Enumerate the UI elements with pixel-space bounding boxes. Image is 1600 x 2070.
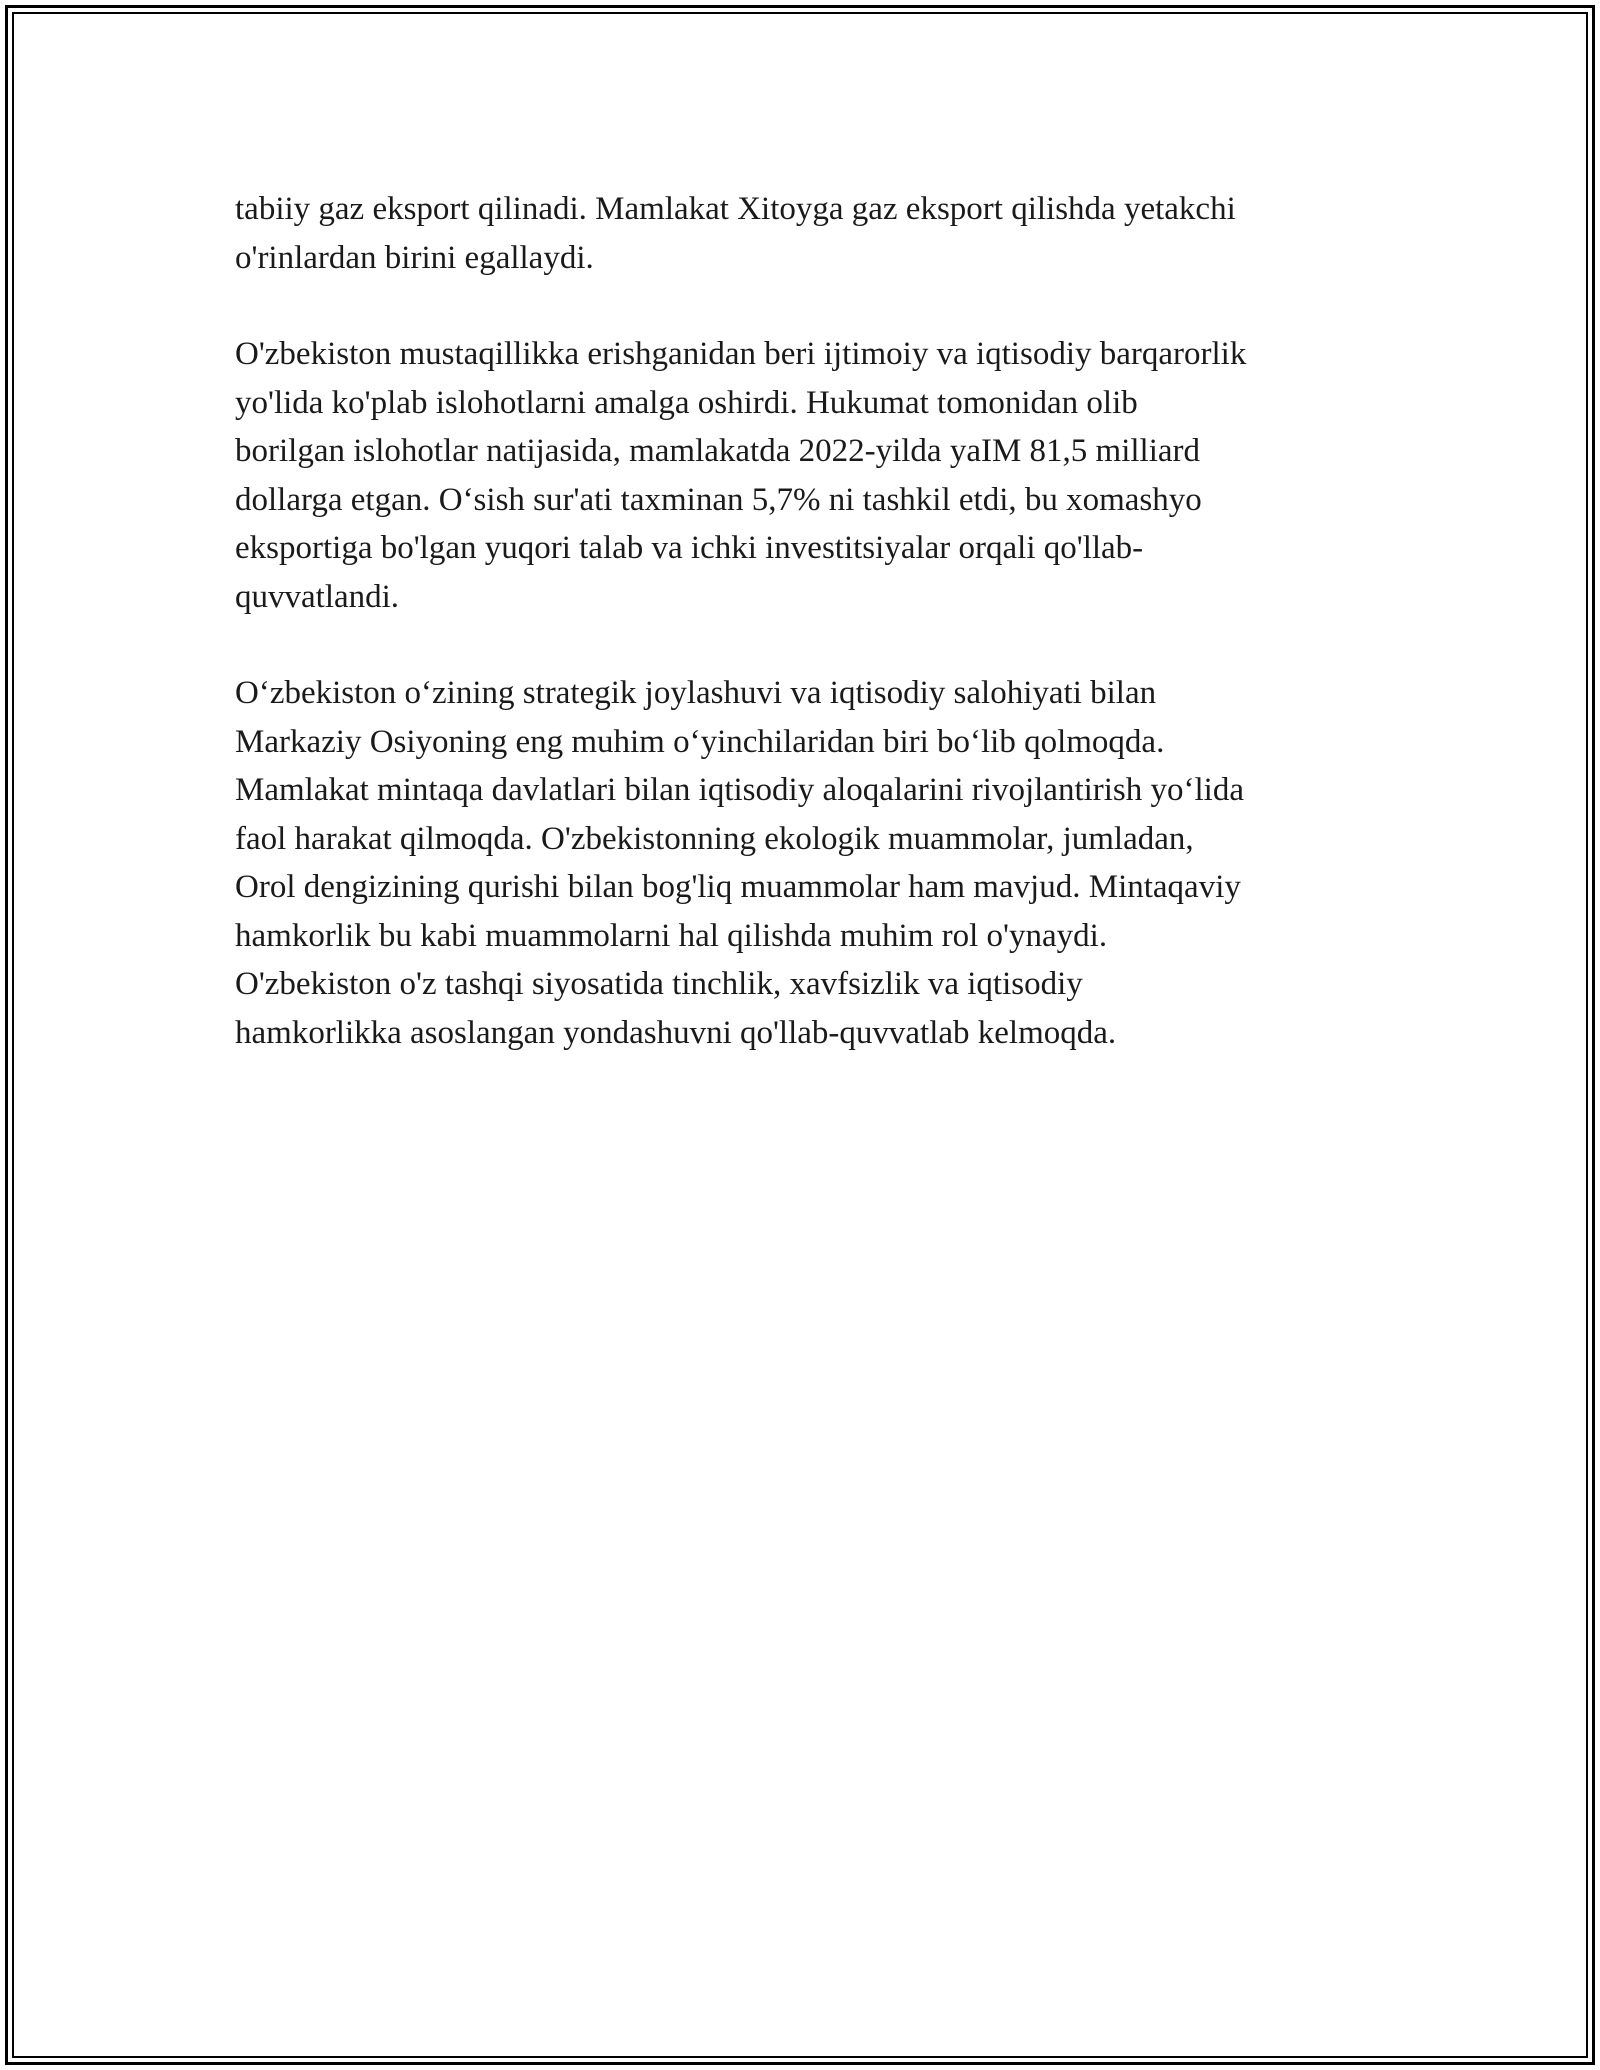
text-line: hamkorlik bu kabi muammolarni hal qilishda muhim rol o'ynaydi. bbox=[235, 917, 1108, 954]
text-line: Markaziy Osiyoning eng muhim o‘yinchilaridan biri bo‘lib qolmoqda. bbox=[235, 723, 1165, 760]
text-line: O‘zbekiston o‘zining strategik joylashuvi va iqtisodiy salohiyati bilan bbox=[235, 675, 1157, 711]
paragraph-gas-export bbox=[235, 185, 1375, 282]
paragraph-regional-role bbox=[235, 669, 1375, 1057]
text-line: borilgan islohotlar natijasida, mamlakatda 2022-yilda yaIM 81,5 milliard bbox=[235, 433, 1201, 469]
text-line: o'rinlardan birini egallaydi. bbox=[235, 239, 594, 276]
text-line: Orol dengizining qurishi bilan bog'liq muammolar ham mavjud. Mintaqaviy bbox=[235, 869, 1241, 905]
text-line: quvvatlandi. bbox=[235, 578, 400, 615]
text-line: faol harakat qilmoqda. O'zbekistonning ekologik muammolar, jumladan, bbox=[235, 820, 1194, 857]
text-line: yo'lida ko'plab islohotlarni amalga oshirdi. Hukumat tomonidan olib bbox=[235, 384, 1138, 421]
text-line: O'zbekiston o'z tashqi siyosatida tinchlik, xavfsizlik va iqtisodiy bbox=[235, 966, 1083, 1002]
text-line: Mamlakat mintaqa davlatlari bilan iqtisodiy aloqalarini rivojlantirish yo‘lida bbox=[235, 772, 1244, 808]
text-line: hamkorlikka asoslangan yondashuvni qo'llab-quvvatlab kelmoqda. bbox=[235, 1014, 1117, 1051]
text-line: O'zbekiston mustaqillikka erishganidan beri ijtimoiy va iqtisodiy barqarorlik bbox=[235, 336, 1247, 372]
paragraph-reforms bbox=[235, 330, 1375, 621]
text-line: eksportiga bo'lgan yuqori talab va ichki investitsiyalar orqali qo'llab- bbox=[235, 530, 1144, 566]
document-body bbox=[235, 185, 1375, 1105]
text-line: tabiiy gaz eksport qilinadi. Mamlakat Xitoyga gaz eksport qilishda yetakchi bbox=[235, 191, 1236, 227]
text-line: dollarga etgan. O‘sish sur'ati taxminan 5,7% ni tashkil etdi, bu xomashyo bbox=[235, 481, 1202, 518]
